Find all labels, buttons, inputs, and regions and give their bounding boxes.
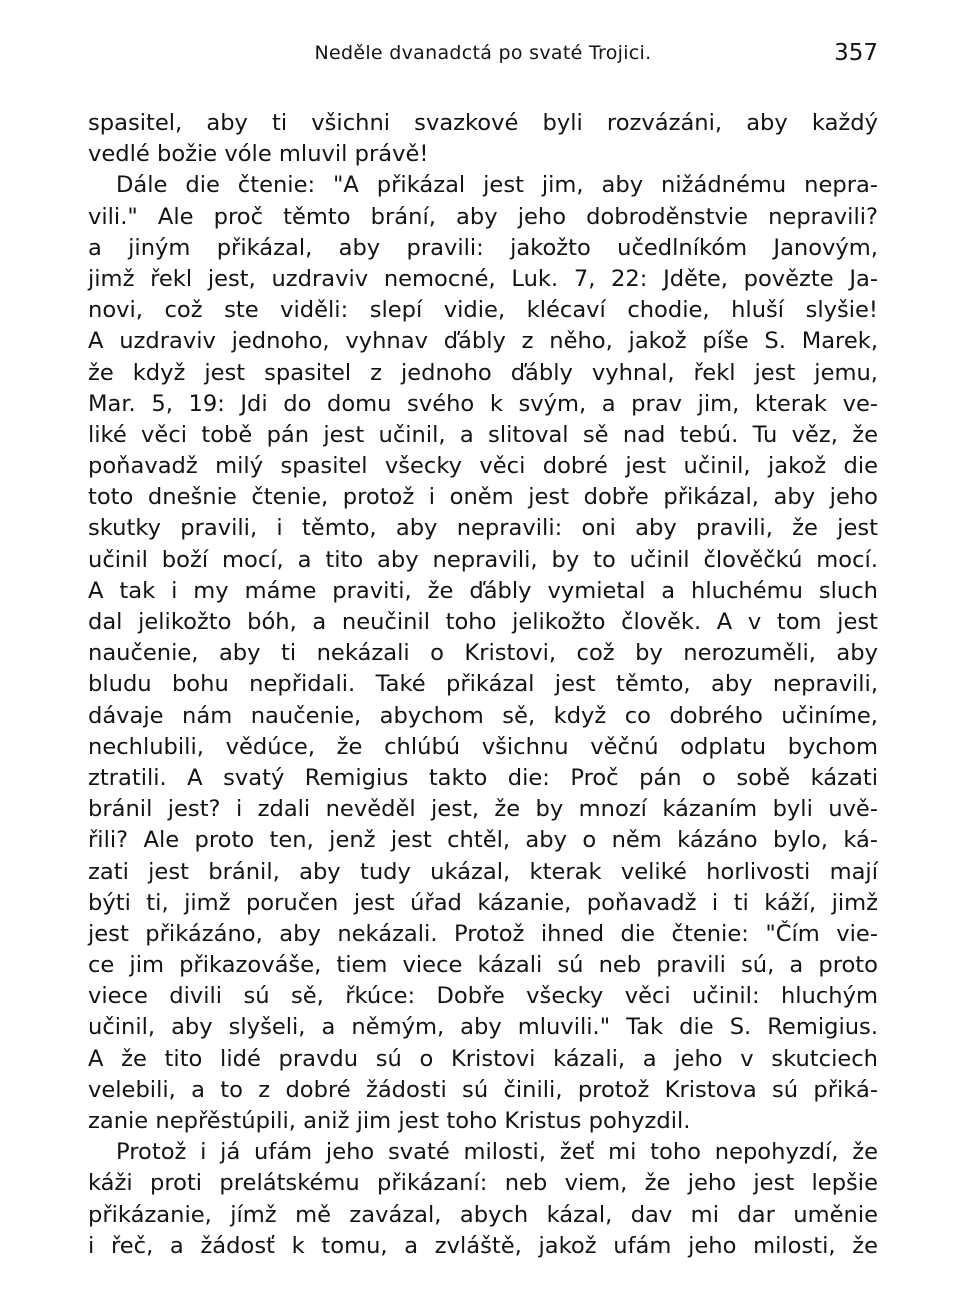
text-line: učinil, aby slyšeli, a němým, aby mluvili." Tak die S. Remigius. xyxy=(88,1014,878,1041)
body-text xyxy=(88,108,878,1262)
text-line: Dále die čtenie: "A přikázal jest jim, aby nižádnému nepra- xyxy=(116,172,878,199)
text-line: liké věci tobě pán jest učinil, a slitoval sě nad tebú. Tu věz, že xyxy=(88,421,878,448)
page-number: 357 xyxy=(834,40,878,66)
text-line: toto dnešnie čtenie, protož i oněm jest dobře přikázal, aby jeho xyxy=(88,484,878,511)
text-line: A tak i my máme praviti, že ďábly vymietal a hluchému sluch xyxy=(88,577,878,604)
text-line: vili." Ale proč těmto brání, aby jeho dobroděnstvie nepravili? xyxy=(88,203,878,230)
text-line: káži proti prelátskému přikázaní: neb viem, že jeho jest lepšie xyxy=(88,1170,878,1197)
text-line: řili? Ale proto ten, jenž jest chtěl, aby o něm kázáno bylo, ká- xyxy=(88,827,878,854)
text-line: dal jelikožto bóh, a neučinil toho jelikožto člověk. A v tom jest xyxy=(88,609,878,635)
text-line: i řeč, a žádosť k tomu, a zvláště, jakož ufám jeho milosti, že xyxy=(88,1232,878,1259)
text-line: jest přikázáno, aby nekázali. Protož ihned die čtenie: "Čím vie- xyxy=(88,920,878,947)
text-line: Mar. 5, 19: Jdi do domu svého k svým, a prav jim, kterak ve- xyxy=(88,390,878,417)
text-line: dávaje nám naučenie, abychom sě, když co dobrého učiníme, xyxy=(88,702,878,729)
text-line: bránil jest? i zdali nevěděl jest, že by mnozí kázaním byli uvě- xyxy=(88,796,878,823)
text-line: bludu bohu nepřidali. Také přikázal jest těmto, aby nepravili, xyxy=(88,671,878,698)
book-page xyxy=(88,36,878,1262)
running-title: Neděle dvanadctá po svaté Trojici. xyxy=(314,42,652,64)
text-line: že když jest spasitel z jednoho ďábly vyhnal, řekl jest jemu, xyxy=(88,359,878,386)
text-line: ce jim přikazováše, tiem viece kázali sú neb pravili sú, a proto xyxy=(88,952,878,979)
text-line: Protož i já ufám jeho svaté milosti, žeť mi toho nepohyzdí, že xyxy=(116,1139,878,1166)
text-line: nechlubili, vědúce, že chlúbú všichnu věčnú odplatu bychom xyxy=(88,733,878,760)
text-line: skutky pravili, i těmto, aby nepravili: oni aby pravili, že jest xyxy=(88,515,878,542)
text-line: zanie nepřěstúpili, aniž jim jest toho Kristus pohyzdil. xyxy=(88,1108,691,1134)
text-line: ztratili. A svatý Remigius takto die: Proč pán o sobě kázati xyxy=(88,764,878,791)
text-line: A uzdraviv jednoho, vyhnav ďábly z něho, jakož píše S. Marek, xyxy=(88,328,878,355)
text-line: přikázanie, jímž mě zavázal, abych kázal, dav mi dar uměnie xyxy=(88,1201,878,1228)
text-line: novi, což ste viděli: slepí vidie, klécaví chodie, hluší slyšie! xyxy=(88,297,878,324)
text-line: jimž řekl jest, uzdraviv nemocné, Luk. 7, 22: Jděte, povězte Ja- xyxy=(88,265,878,292)
text-line: zati jest bránil, aby tudy ukázal, kterak veliké horlivosti mají xyxy=(88,858,878,885)
text-line: naučenie, aby ti nekázali o Kristovi, což by nerozuměli, aby xyxy=(88,640,878,667)
text-line: velebili, a to z dobré žádosti sú činili, protož Kristova sú přiká- xyxy=(88,1076,878,1103)
text-line: vedlé božie vóle mluvil právě! xyxy=(88,141,429,168)
text-line: spasitel, aby ti všichni svazkové byli rozvázáni, aby každý xyxy=(88,110,878,136)
running-head xyxy=(88,36,878,76)
text-line: viece divili sú sě, řkúce: Dobře všecky věci učinil: hluchým xyxy=(88,983,878,1010)
text-line: poňavadž milý spasitel všecky věci dobré jest učinil, jakož die xyxy=(88,453,878,480)
text-line: A že tito lidé pravdu sú o Kristovi kázali, a jeho v skutciech xyxy=(88,1045,878,1072)
text-line: učinil boží mocí, a tito aby nepravili, by to učinil člověčkú mocí. xyxy=(88,546,878,573)
text-line: a jiným přikázal, aby pravili: jakožto učedlníkóm Janovým, xyxy=(88,234,878,261)
text-line: býti ti, jimž poručen jest úřad kázanie, poňavadž i ti káží, jimž xyxy=(88,889,878,916)
